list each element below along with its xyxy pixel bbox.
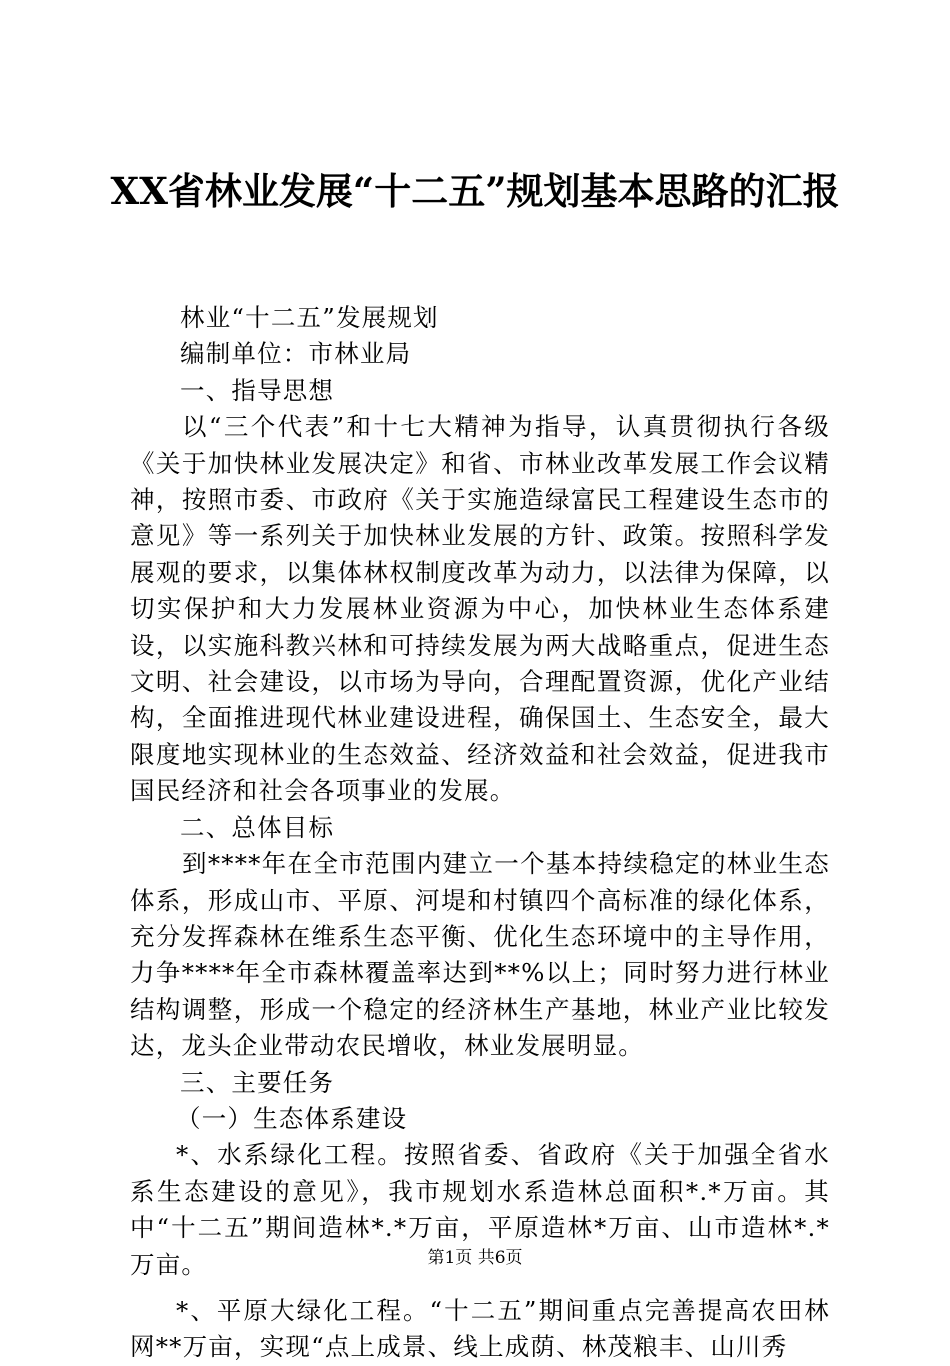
document-title: XX省林业发展“十二五”规划基本思路的汇报 [110,169,840,213]
section-heading-1: 一、指导思想 [180,375,335,405]
page-footer: 第1页 共6页 [427,1248,523,1268]
paragraph-water-greening: *、水系绿化工程。按照省委、省政府《关于加强全省水系生态建设的意见》，我市规划水系造林总面积*.*万亩。其中“十二五”期间造林*.*万亩，平原造林*万亩、山市造林*.*万亩。 [130,1140,830,1279]
section-heading-3: 三、主要任务 [180,1067,335,1097]
paragraph-guiding-ideology: 以“三个代表”和十七大精神为指导，认真贯彻执行各级《关于加快林业发展决定》和省、市林业改革发展工作会议精神，按照市委、市政府《关于实施造绿富民工程建设生态市的意见》等一系列关于加快林业发展的方针、政策。按照科学发展观的要求，以集体林权制度改革为动力，以法律为保障，以切实保护和大力发展林业资源为中心，加快林业生态体系建设，以实施科教兴林和可持续发展为两大战略重点，促进生态文明、社会建设，以市场为导向，合理配置资源，优化产业结构，全面推进现代林业建设进程，确保国土、生态安全，最大限度地实现林业的生态效益、经济效益和社会效益，促进我市国民经济和社会各项事业的发展。 [130,412,830,806]
compiling-unit: 编制单位：市林业局 [180,339,412,369]
paragraph-plain-greening: *、平原大绿化工程。“十二五”期间重点完善提高农田林网**万亩，实现“点上成景、线上成荫、林茂粮丰、山川秀 [130,1295,830,1362]
section-heading-2: 二、总体目标 [180,812,335,842]
plan-name: 林业“十二五”发展规划 [180,303,439,332]
document-body [130,300,830,1366]
paragraph-overall-goal: 到****年在全市范围内建立一个基本持续稳定的林业生态体系，形成山市、平原、河堤和村镇四个高标准的绿化体系，充分发挥森林在维系生态平衡、优化生态环境中的主导作用，力争****年全市森林覆盖率达到**%以上；同时努力进行林业结构调整，形成一个稳定的经济林生产基地，林业产业比较发达，龙头企业带动农民增收，林业发展明显。 [130,849,830,1061]
subsection-heading-3-1: （一）生态体系建设 [176,1103,408,1133]
